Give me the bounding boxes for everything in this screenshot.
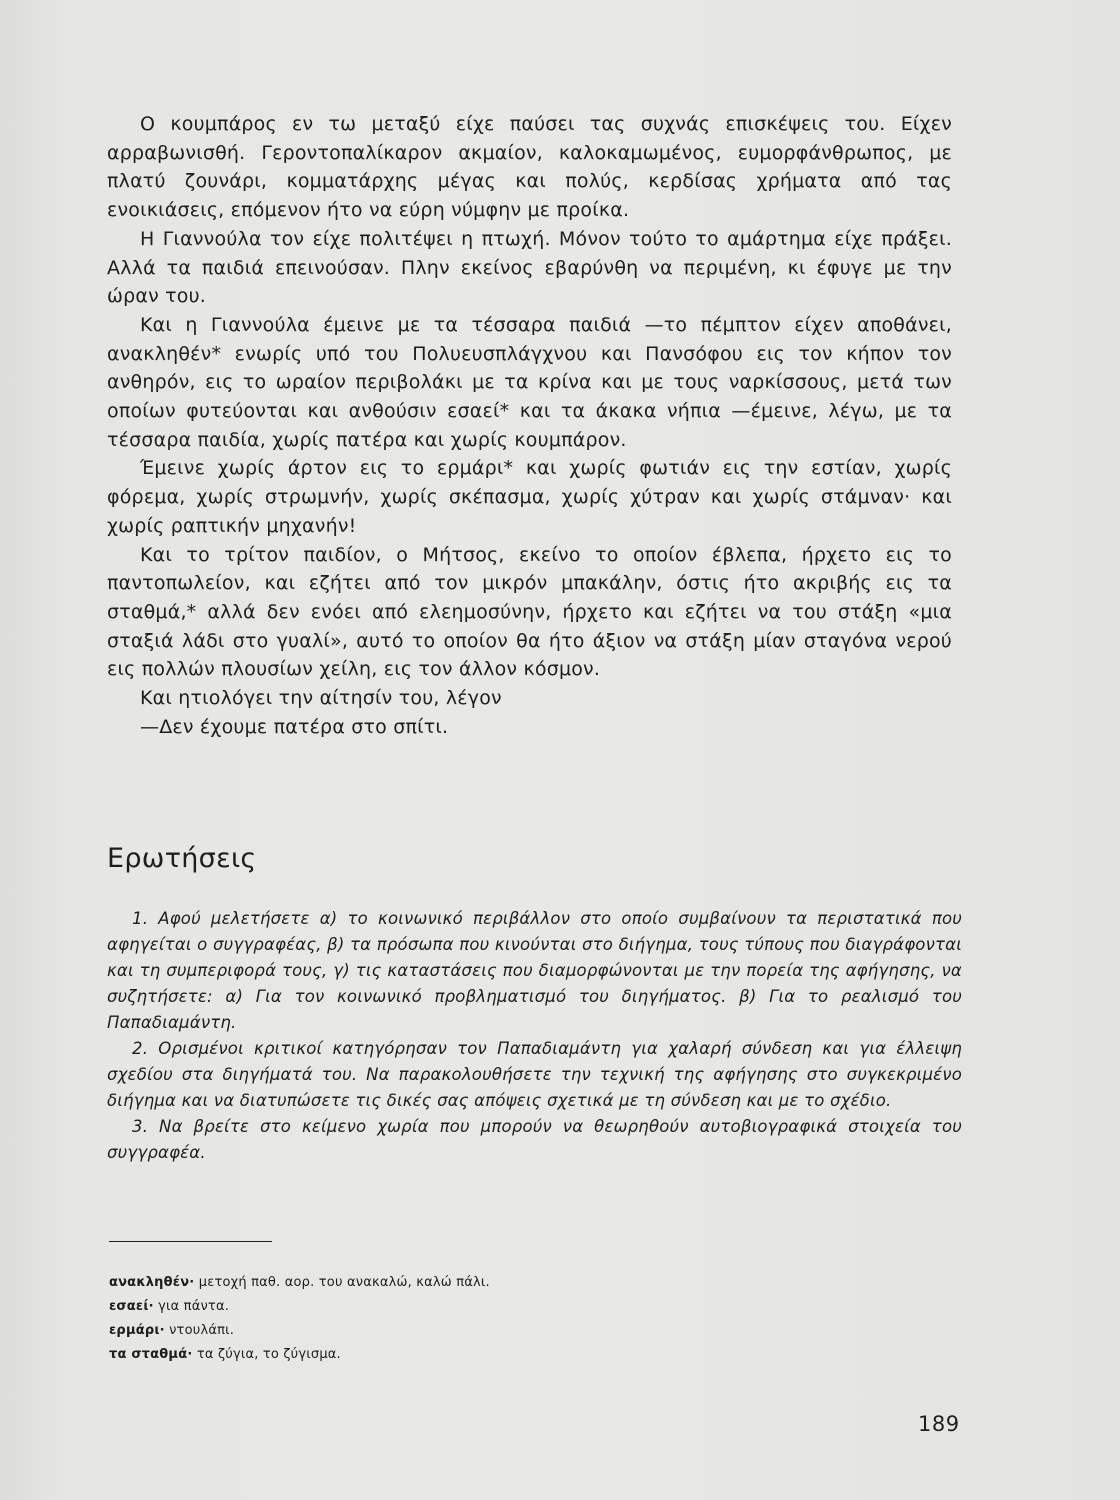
- question-item: 1. Αφού μελετήσετε α) το κοινωνικό περιβάλλον στο οποίο συμβαίνουν τα περιστατικά που αφηγείται ο συγγραφέας, β) τα πρόσωπα που κινούνται στο διήγημα, τους τύπους που διαγράφονται και τη συμπεριφορά τους, γ) τις καταστάσεις που διαμορφώνονται με την πορεία της αφήγησης, να συζητήσετε: α) Για τον κοινωνικό προβληματισμό του διηγήματος. β) Για το ρεαλισμό του Παπαδιαμάντη.: [107, 909, 962, 1032]
- footnote-divider: [109, 1241, 272, 1242]
- section-title: Ερωτήσεις: [107, 843, 257, 874]
- glossary-entry: [109, 1319, 809, 1343]
- glossary-entry: [109, 1271, 809, 1295]
- glossary-entry: [109, 1295, 809, 1319]
- glossary-definition: τα ζύγια, το ζύγισμα.: [196, 1347, 341, 1362]
- paragraph: Ο κουμπάρος εν τω μεταξύ είχε παύσει τας συχνάς επισκέψεις του. Είχεν αρραβωνισθή. Γεροντοπαλίκαρον ακμαίον, καλοκαμωμένος, ευμορφάνθρωπος, με πλατύ ζουνάρι, κομματάρχης μέγας και πολύς, κερδίσας χρήματα από τας ενοικιάσεις, επόμενον ήτο να εύρη νύμφην με προίκα.: [107, 113, 952, 222]
- glossary-entry: [109, 1343, 809, 1367]
- paragraph: Και ητιολόγει την αίτησίν του, λέγον: [140, 687, 502, 710]
- glossary-term: τα σταθμά·: [109, 1347, 193, 1362]
- question-item: 3. Να βρείτε στο κείμενο χωρία που μπορούν να θεωρηθούν αυτοβιογραφικά στοιχεία του συγγραφέα.: [107, 1117, 962, 1162]
- story-text: [107, 110, 952, 741]
- glossary-definition: για πάντα.: [158, 1299, 230, 1314]
- glossary-term: ερμάρι·: [109, 1323, 165, 1338]
- question-item: 2. Ορισμένοι κριτικοί κατηγόρησαν τον Παπαδιαμάντη για χαλαρή σύνδεση και για έλλειψη σχεδίου στα διηγήματά του. Να παρακολουθήσετε την τεχνική της αφήγησης στο συγκεκριμένο διήγημα και να διατυπώσετε τις δικές σας απόψεις σχετικά με τη σύνδεση και με το σχέδιο.: [107, 1039, 962, 1110]
- dialogue-line: —Δεν έχουμε πατέρα στο σπίτι.: [140, 715, 449, 738]
- questions-list: [107, 906, 962, 1166]
- glossary-definition: μετοχή παθ. αορ. του ανακαλώ, καλώ πάλι.: [198, 1275, 490, 1290]
- glossary-term: εσαεί·: [109, 1299, 154, 1314]
- glossary: [109, 1271, 809, 1367]
- paragraph: Έμεινε χωρίς άρτον εις το ερμάρι* και χωρίς φωτιάν εις την εστίαν, χωρίς φόρεμα, χωρίς στρωμνήν, χωρίς σκέπασμα, χωρίς χύτραν και χωρίς στάμναν· και χωρίς ραπτικήν μηχανήν!: [107, 457, 952, 537]
- paragraph: Και η Γιαννούλα έμεινε με τα τέσσαρα παιδιά —το πέμπτον είχεν αποθάνει, ανακληθέν* ενωρίς υπό του Πολυευσπλάγχνου και Πανσόφου εις τον κήπον τον ανθηρόν, εις το ωραίον περιβολάκι με τα κρίνα και με τους ναρκίσσους, μετά των οποίων φυτεύονται και ανθούσιν εσαεί* και τα άκακα νήπια —έμεινε, λέγω, με τα τέσσαρα παιδία, χωρίς πατέρα και χωρίς κουμπάρον.: [107, 313, 952, 451]
- glossary-term: ανακληθέν·: [109, 1275, 195, 1290]
- glossary-definition: ντουλάπι.: [169, 1323, 235, 1338]
- paragraph: Η Γιαννούλα τον είχε πολιτέψει η πτωχή. Μόνον τούτο το αμάρτημα είχε πράξει. Αλλά τα παιδιά επεινούσαν. Πλην εκείνος εβαρύνθη να περιμένη, κι έφυγε με την ώραν του.: [107, 227, 952, 308]
- paragraph: Και το τρίτον παιδίον, ο Μήτσος, εκείνο το οποίον έβλεπα, ήρχετο εις το παντοπωλείον, και εζήτει από τον μικρόν μπακάλην, όστις ήτο ακριβής εις τα σταθμά,* αλλά δεν ενόει από ελεημοσύνην, ήρχετο και εζήτει να του στάξη «μια σταξιά λάδι στο γυαλί», αυτό το οποίον θα ήτο άξιον να στάξη μίαν σταγόνα νερού εις πολλών πλουσίων χείλη, εις τον άλλον κόσμον.: [107, 543, 952, 681]
- page-number: 189: [918, 1412, 960, 1436]
